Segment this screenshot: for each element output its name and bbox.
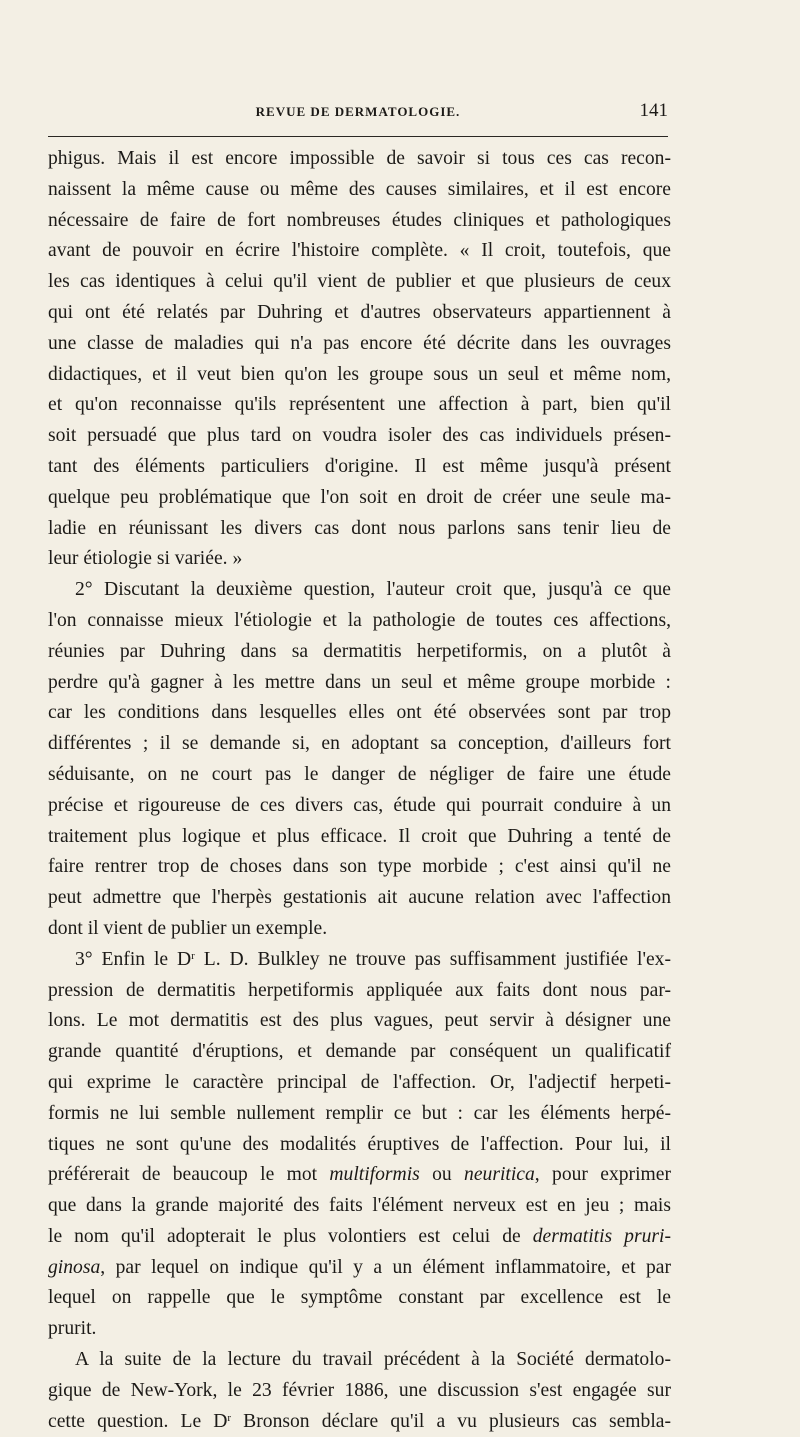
- text-line: grande quantité d'éruptions, et demande par conséquent un qualificatif: [48, 1041, 671, 1063]
- text-line: peut admettre que l'herpès gestationis ait aucune relation avec l'affection: [48, 887, 671, 909]
- text-segment: , par lequel on indique qu'il y a un élément inflammatoire, et par: [100, 1256, 671, 1278]
- text-line: phigus. Mais il est encore impossible de savoir si tous ces cas recon-: [48, 148, 671, 169]
- text-line: [48, 1253, 671, 1284]
- text-segment: ou: [419, 1164, 465, 1186]
- text-line: lequel on rappelle que le symptôme constant par excellence est le: [48, 1287, 671, 1309]
- text-line: [48, 1407, 671, 1437]
- header-rule: [48, 136, 668, 137]
- text-line: prurit.: [48, 1318, 97, 1340]
- text-line: tiques ne sont qu'une des modalités éruptives de l'affection. Pour lui, il: [48, 1133, 671, 1155]
- text-line: leur étiologie si variée. »: [48, 548, 243, 570]
- text-line: pression de dermatitis herpetiformis appliquée aux faits dont nous par-: [48, 979, 671, 1001]
- text-line: A la suite de la lecture du travail précédent à la Société dermatolo-: [75, 1349, 671, 1371]
- text-line: formis ne lui semble nullement remplir ce but : car les éléments herpé-: [48, 1102, 671, 1124]
- text-line: différentes ; il se demande si, en adoptant sa conception, d'ailleurs fort: [48, 733, 671, 755]
- text-line: naissent la même cause ou même des causes similaires, et il est encore: [48, 178, 671, 200]
- text-line: avant de pouvoir en écrire l'histoire complète. « Il croit, toutefois, que: [48, 240, 671, 262]
- page-header: [48, 100, 668, 130]
- text-line: dont il vient de publier un exemple.: [48, 917, 328, 939]
- text-line: lons. Le mot dermatitis est des plus vagues, peut servir à désigner une: [48, 1010, 671, 1032]
- text-line: nécessaire de faire de fort nombreuses études cliniques et pathologiques: [48, 209, 671, 231]
- text-line: l'on connaisse mieux l'étiologie et la pathologie de toutes ces affections,: [48, 609, 671, 631]
- body-text: [48, 144, 671, 1437]
- page-number: 141: [639, 100, 668, 121]
- paragraph-1: [48, 144, 671, 575]
- superscript: r: [191, 949, 195, 962]
- text-segment: , pour exprimer: [534, 1164, 671, 1186]
- text-line: réunies par Duhring dans sa dermatitis herpetiformis, on a plutôt à: [48, 640, 671, 662]
- text-line: et qu'on reconnaisse qu'ils représentent une affection à part, bien qu'il: [48, 394, 671, 416]
- text-line: soit persuadé que plus tard on voudra isoler des cas individuels présen-: [48, 425, 671, 447]
- text-line: qui exprime le caractère principal de l'affection. Or, l'adjectif herpeti-: [48, 1071, 671, 1093]
- text-segment: 3° Enfin le D: [75, 948, 192, 970]
- text-line: didactiques, et il veut bien qu'on les groupe sous un seul et même nom,: [48, 363, 671, 385]
- text-line: [48, 945, 671, 976]
- text-line: traitement plus logique et plus efficace. Il croit que Duhring a tenté de: [48, 825, 671, 847]
- text-line: les cas identiques à celui qu'il vient de publier et que plusieurs de ceux: [48, 271, 671, 293]
- paragraph-2: [48, 575, 671, 945]
- running-title: REVUE DE DERMATOLOGIE.: [255, 104, 461, 119]
- text-line: tant des éléments particuliers d'origine. Il est même jusqu'à présent: [48, 455, 671, 477]
- text-line: précise et rigoureuse de ces divers cas, étude qui pourrait conduire à un: [48, 794, 671, 816]
- italic-term: ginosa: [48, 1256, 101, 1278]
- text-line: [48, 1222, 671, 1253]
- text-line: quelque peu problématique que l'on soit en droit de créer une seule ma-: [48, 486, 671, 508]
- text-line: [48, 1160, 671, 1191]
- italic-term: dermatitis pruri-: [532, 1225, 671, 1247]
- italic-term: neuritica: [464, 1164, 535, 1186]
- text-segment: le nom qu'il adopterait le plus volontiers est celui de: [48, 1225, 533, 1247]
- text-line: faire rentrer trop de choses dans son type morbide ; c'est ainsi qu'il ne: [48, 856, 671, 878]
- paragraph-3: [48, 945, 671, 1345]
- text-line: une classe de maladies qui n'a pas encore été décrite dans les ouvrages: [48, 332, 671, 354]
- text-segment: cette question. Le D: [48, 1410, 228, 1432]
- text-line: ladie en réunissant les divers cas dont nous parlons sans tenir lieu de: [48, 517, 671, 539]
- paragraph-4: [48, 1345, 671, 1437]
- text-line: que dans la grande majorité des faits l'élément nerveux est en jeu ; mais: [48, 1195, 671, 1217]
- italic-term: multiformis: [329, 1164, 420, 1186]
- text-segment: Bronson déclare qu'il a vu plusieurs cas sembla-: [231, 1410, 671, 1432]
- text-line: gique de New-York, le 23 février 1886, une discussion s'est engagée sur: [48, 1379, 671, 1401]
- text-line: 2° Discutant la deuxième question, l'auteur croit que, jusqu'à ce que: [75, 579, 671, 601]
- text-line: car les conditions dans lesquelles elles ont été observées sont par trop: [48, 702, 671, 724]
- text-line: séduisante, on ne court pas le danger de négliger de faire une étude: [48, 763, 671, 785]
- text-line: qui ont été relatés par Duhring et d'autres observateurs appartiennent à: [48, 301, 671, 323]
- text-line: perdre qu'à gagner à les mettre dans un seul et même groupe morbide :: [48, 671, 671, 693]
- text-segment: L. D. Bulkley ne trouve pas suffisamment justifiée l'ex-: [194, 948, 672, 970]
- superscript: r: [227, 1411, 232, 1424]
- text-segment: préférerait de beaucoup le mot: [48, 1164, 330, 1186]
